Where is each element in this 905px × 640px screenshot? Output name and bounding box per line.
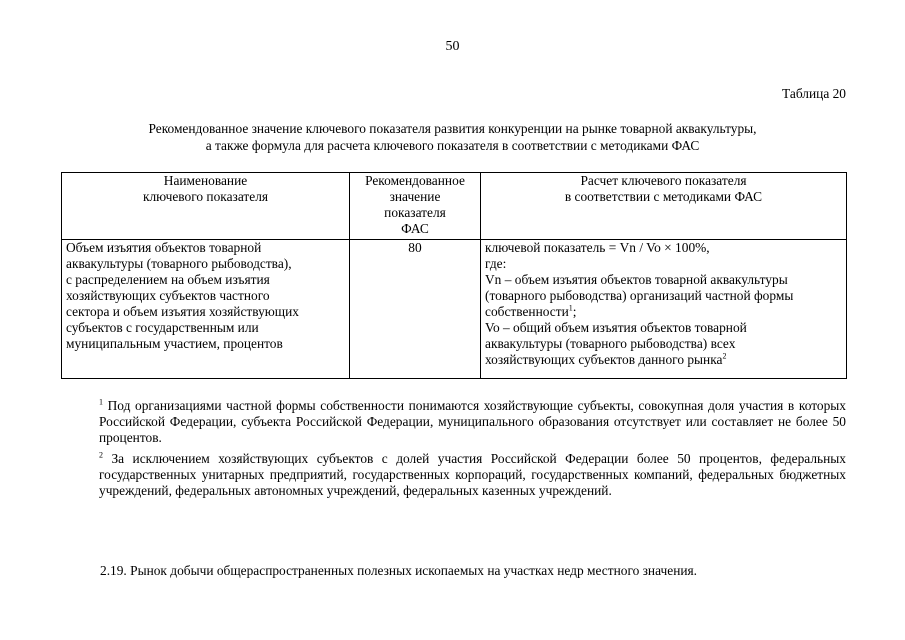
footnote-ref-1: 1 [568,303,573,313]
footnote-mark-1: 1 [99,397,103,407]
section-heading: 2.19. Рынок добычи общераспространенных полезных ископаемых на участках недр местного значения. [100,563,698,578]
page-number: 50 [445,39,460,54]
cell-recommended-value: 80 [350,240,481,379]
table-label: Таблица 20 [782,86,846,101]
table-title-line-2: а также формула для расчета ключевого показателя в соответствии с методиками ФАС [205,138,700,153]
header-recommended-value: Рекомендованное значение показателя ФАС [350,173,481,240]
footnote-1 [61,398,846,446]
footnote-text-1: Под организациями частной формы собственности понимаются хозяйствующие субъекты, совокупная доля участия в которых Российской Федерации, субъекта Российской Федерации, муниципального образования отсутствует или составляет не более 50 процентов. [99,398,846,445]
cell-calculation: ключевой показатель = Vn / Vo × 100%, где: Vn – объем изъятия объектов товарной аквакультуры (товарного рыбоводства) организаций частной формы собственности$^1$; Vo – общий объем изъятия объектов товарной аквакультуры (товарного рыбоводства) всех хозяйствующих субъектов данного рынка$^2$ [481,240,847,379]
key-indicator-table [61,172,847,379]
formula-text: ключевой показатель = Vn / Vo × 100%, [485,240,710,255]
footnote-text-2: За исключением хозяйствующих субъектов с долей участия Российской Федерации более 50 процентов, федеральных государственных унитарных предприятий, государственных корпораций, государственных компаний, федеральных бюджетных учреждений, федеральных автономных учреждений, федеральных казенных учреждений. [99,451,846,498]
footnote-ref-2: 2 [722,351,727,361]
table-row [62,240,847,379]
header-indicator-name: Наименование ключевого показателя [62,173,350,240]
cell-indicator-name: Объем изъятия объектов товарной аквакультуры (товарного рыбоводства), с распределением на объем изъятия хозяйствующих субъектов частного сектора и объем изъятия хозяйствующих субъектов с государственным или муниципальным участием, процентов [62,240,350,379]
footnote-2 [61,451,846,499]
footnote-mark-2: 2 [99,450,103,460]
header-calculation: Расчет ключевого показателя в соответствии с методиками ФАС [481,173,847,240]
table-title-line-1: Рекомендованное значение ключевого показателя развития конкуренции на рынке товарной аквакультуры, [148,121,757,136]
table-header-row [62,173,847,240]
